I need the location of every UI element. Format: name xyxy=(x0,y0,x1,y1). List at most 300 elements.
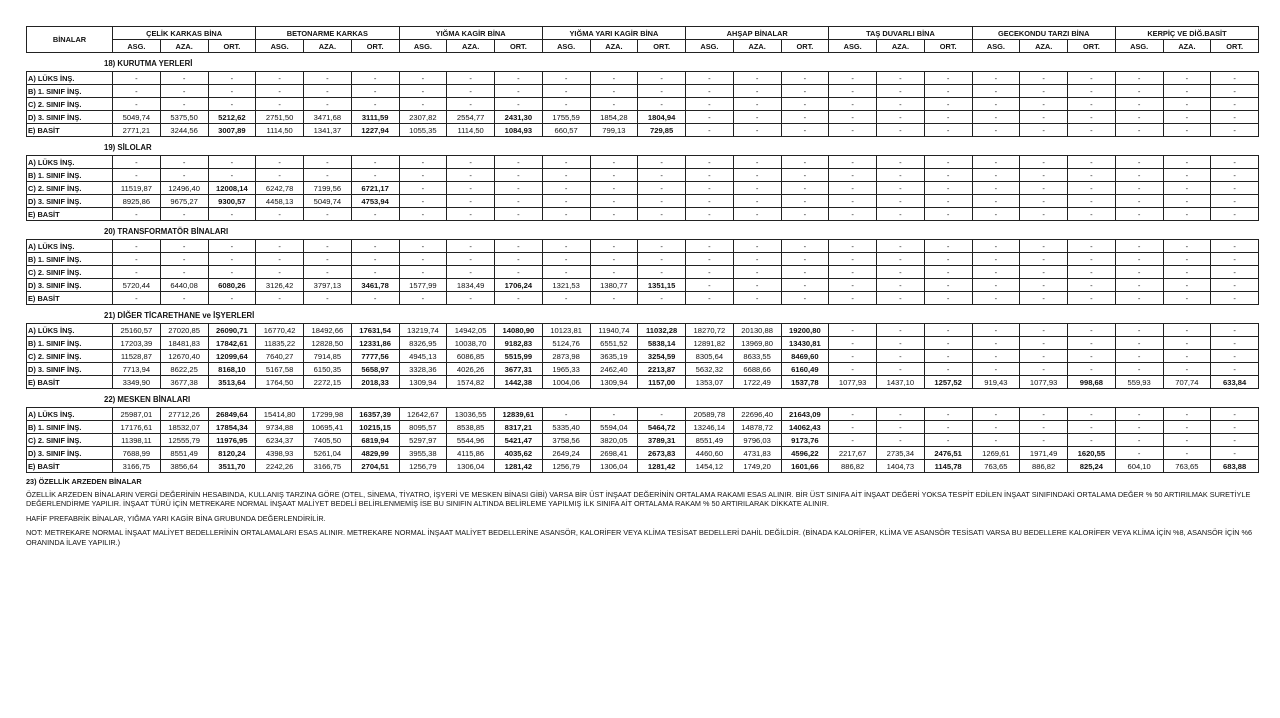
table-cell: - xyxy=(781,156,829,169)
table-cell: 2704,51 xyxy=(351,460,399,473)
table-cell: - xyxy=(1020,434,1068,447)
table-cell: 11519,87 xyxy=(113,182,161,195)
table-cell: - xyxy=(1115,292,1163,305)
table-cell: - xyxy=(447,292,495,305)
table-cell: - xyxy=(686,111,734,124)
table-cell: - xyxy=(1115,240,1163,253)
table-cell: - xyxy=(1068,156,1116,169)
table-cell: 12331,86 xyxy=(351,337,399,350)
row-label: D) 3. SINIF İNŞ. xyxy=(27,279,113,292)
table-cell: - xyxy=(829,337,877,350)
table-cell: - xyxy=(113,85,161,98)
table-cell: - xyxy=(1068,111,1116,124)
group-header-tas-duvarli: TAŞ DUVARLI BİNA xyxy=(829,27,972,40)
table-cell: - xyxy=(160,98,208,111)
table-cell: 9675,27 xyxy=(160,195,208,208)
table-cell: - xyxy=(542,85,590,98)
table-cell: - xyxy=(972,324,1020,337)
table-row xyxy=(27,292,1259,305)
table-cell: - xyxy=(1020,408,1068,421)
table-cell: - xyxy=(113,292,161,305)
table-cell: - xyxy=(1020,85,1068,98)
table-row xyxy=(27,266,1259,279)
binalar-header: BİNALAR xyxy=(27,27,113,53)
table-cell: 3677,38 xyxy=(160,376,208,389)
table-cell: 12642,67 xyxy=(399,408,447,421)
table-cell: 9182,83 xyxy=(495,337,543,350)
table-cell: - xyxy=(924,195,972,208)
table-cell: - xyxy=(495,85,543,98)
table-cell: - xyxy=(924,363,972,376)
group-header-yigma-kagir: YIĞMA KAGİR BİNA xyxy=(399,27,542,40)
section-title: 18) KURUTMA YERLERİ xyxy=(104,59,193,68)
table-cell: - xyxy=(733,169,781,182)
table-cell: - xyxy=(1211,447,1259,460)
table-cell: 10215,15 xyxy=(351,421,399,434)
table-cell: 5212,62 xyxy=(208,111,256,124)
table-cell: - xyxy=(1068,195,1116,208)
table-cell: - xyxy=(1115,182,1163,195)
table-cell: - xyxy=(542,208,590,221)
table-cell: 1755,59 xyxy=(542,111,590,124)
table-cell: 2018,33 xyxy=(351,376,399,389)
table-cell: 3349,90 xyxy=(113,376,161,389)
sub-header-aza: AZA. xyxy=(447,40,495,53)
table-cell: - xyxy=(829,421,877,434)
table-cell: 3856,64 xyxy=(160,460,208,473)
table-cell: - xyxy=(638,195,686,208)
sub-header-asg: ASG. xyxy=(399,40,447,53)
table-cell: 1442,38 xyxy=(495,376,543,389)
table-cell: 8469,60 xyxy=(781,350,829,363)
table-cell: - xyxy=(877,266,925,279)
sub-header-ort: ORT. xyxy=(1211,40,1259,53)
table-cell: - xyxy=(733,72,781,85)
table-cell: 7777,56 xyxy=(351,350,399,363)
table-cell: - xyxy=(590,408,638,421)
table-cell: 6688,66 xyxy=(733,363,781,376)
table-cell: - xyxy=(304,253,352,266)
table-cell: 2462,40 xyxy=(590,363,638,376)
table-cell: 18270,72 xyxy=(686,324,734,337)
table-cell: - xyxy=(829,182,877,195)
table-cell: - xyxy=(638,240,686,253)
section-table xyxy=(26,239,1259,305)
table-cell: 3758,56 xyxy=(542,434,590,447)
table-cell: 5720,44 xyxy=(113,279,161,292)
row-label: B) 1. SINIF İNŞ. xyxy=(27,85,113,98)
table-cell: 6160,49 xyxy=(781,363,829,376)
table-cell: 1834,49 xyxy=(447,279,495,292)
table-cell: 18532,07 xyxy=(160,421,208,434)
table-cell: - xyxy=(877,111,925,124)
table-cell: - xyxy=(1211,421,1259,434)
table-cell: 2431,30 xyxy=(495,111,543,124)
table-cell: - xyxy=(590,182,638,195)
table-cell: - xyxy=(1115,85,1163,98)
table-cell: - xyxy=(638,98,686,111)
sub-header-aza: AZA. xyxy=(1163,40,1211,53)
table-cell: - xyxy=(829,324,877,337)
table-cell: - xyxy=(829,111,877,124)
table-cell: - xyxy=(877,240,925,253)
table-cell: - xyxy=(1115,156,1163,169)
table-cell: 3511,70 xyxy=(208,460,256,473)
table-cell: - xyxy=(495,156,543,169)
table-cell: 1574,82 xyxy=(447,376,495,389)
table-cell: 3513,64 xyxy=(208,376,256,389)
table-cell: - xyxy=(256,85,304,98)
row-label: A) LÜKS İNŞ. xyxy=(27,240,113,253)
table-cell: - xyxy=(447,169,495,182)
table-cell: - xyxy=(781,279,829,292)
table-cell: 8168,10 xyxy=(208,363,256,376)
table-cell: 8925,86 xyxy=(113,195,161,208)
table-cell: 4596,22 xyxy=(781,447,829,460)
group-header-kerpic: KERPİÇ VE DİĞ.BASİT xyxy=(1115,27,1258,40)
table-cell: 1281,42 xyxy=(638,460,686,473)
table-cell: - xyxy=(686,195,734,208)
table-cell: - xyxy=(877,156,925,169)
table-cell: - xyxy=(590,169,638,182)
table-cell: - xyxy=(304,72,352,85)
table-cell: - xyxy=(447,266,495,279)
table-cell: 1077,93 xyxy=(1020,376,1068,389)
section-table xyxy=(26,407,1259,473)
table-cell: 886,82 xyxy=(1020,460,1068,473)
table-cell: - xyxy=(1020,253,1068,266)
cost-document xyxy=(26,26,1258,553)
table-cell: - xyxy=(1068,182,1116,195)
table-cell: - xyxy=(256,208,304,221)
table-cell: - xyxy=(972,421,1020,434)
table-cell: 1306,04 xyxy=(590,460,638,473)
table-cell: 19200,80 xyxy=(781,324,829,337)
table-cell: - xyxy=(160,253,208,266)
table-cell: - xyxy=(542,98,590,111)
table-cell: - xyxy=(1211,124,1259,137)
table-cell: - xyxy=(1115,195,1163,208)
table-cell: 11032,28 xyxy=(638,324,686,337)
table-cell: 13246,14 xyxy=(686,421,734,434)
table-cell: - xyxy=(1020,208,1068,221)
table-cell: - xyxy=(351,292,399,305)
table-row xyxy=(27,408,1259,421)
table-cell: - xyxy=(208,208,256,221)
table-cell: - xyxy=(399,169,447,182)
table-cell: - xyxy=(638,85,686,98)
table-cell: - xyxy=(1115,279,1163,292)
table-cell: 1764,50 xyxy=(256,376,304,389)
table-cell: 15414,80 xyxy=(256,408,304,421)
table-cell: 14942,05 xyxy=(447,324,495,337)
table-cell: 12839,61 xyxy=(495,408,543,421)
table-cell: 3328,36 xyxy=(399,363,447,376)
table-cell: - xyxy=(781,124,829,137)
table-cell: 3007,89 xyxy=(208,124,256,137)
table-cell: - xyxy=(1211,182,1259,195)
table-cell: 9300,57 xyxy=(208,195,256,208)
table-cell: - xyxy=(733,98,781,111)
table-cell: 1577,99 xyxy=(399,279,447,292)
table-cell: 8095,57 xyxy=(399,421,447,434)
table-cell: - xyxy=(1020,324,1068,337)
table-cell: - xyxy=(924,111,972,124)
table-row xyxy=(27,376,1259,389)
table-cell: 5421,47 xyxy=(495,434,543,447)
table-cell: 3471,68 xyxy=(304,111,352,124)
table-cell: - xyxy=(590,208,638,221)
table-cell: 13430,81 xyxy=(781,337,829,350)
table-cell: 17203,39 xyxy=(113,337,161,350)
table-cell: - xyxy=(1020,350,1068,363)
table-cell: - xyxy=(1020,337,1068,350)
table-cell: - xyxy=(686,85,734,98)
table-cell: - xyxy=(495,253,543,266)
table-cell: 5515,99 xyxy=(495,350,543,363)
table-cell: - xyxy=(1068,124,1116,137)
table-cell: - xyxy=(447,72,495,85)
table-cell: - xyxy=(304,85,352,98)
sub-header-asg: ASG. xyxy=(542,40,590,53)
notes-title: 23) ÖZELLİK ARZEDEN BİNALAR xyxy=(26,477,142,486)
table-cell: - xyxy=(781,169,829,182)
table-cell: 1351,15 xyxy=(638,279,686,292)
notes-paragraph-2: HAFİF PREFABRİK BİNALAR, YIĞMA YARI KAGİR BİNA GRUBUNDA DEĞERLENDİRİLİR. xyxy=(26,513,326,523)
table-cell: - xyxy=(447,98,495,111)
table-cell: 2735,34 xyxy=(877,447,925,460)
table-cell: - xyxy=(829,434,877,447)
table-cell: - xyxy=(304,156,352,169)
table-cell: - xyxy=(877,253,925,266)
table-cell: 3955,38 xyxy=(399,447,447,460)
table-cell: 919,43 xyxy=(972,376,1020,389)
table-cell: 14062,43 xyxy=(781,421,829,434)
table-cell: - xyxy=(877,169,925,182)
table-cell: 3166,75 xyxy=(304,460,352,473)
table-cell: - xyxy=(1163,169,1211,182)
table-cell: 12099,64 xyxy=(208,350,256,363)
table-cell: 11835,22 xyxy=(256,337,304,350)
table-cell: 4035,62 xyxy=(495,447,543,460)
table-cell: - xyxy=(733,266,781,279)
table-cell: - xyxy=(256,72,304,85)
row-label: B) 1. SINIF İNŞ. xyxy=(27,169,113,182)
table-cell: - xyxy=(924,266,972,279)
table-cell: - xyxy=(208,72,256,85)
table-cell: - xyxy=(1211,72,1259,85)
notes-paragraph-1: ÖZELLİK ARZEDEN BİNALARIN VERGİ DEĞERİNİN HESABINDA, KULLANIŞ TARZINA GÖRE (OTEL, SİNEMA, TİYATRO, İŞYERİ VE MESKEN BİNASI GİBİ) VARSA BİR ÜST İNŞAAT DEĞERİNİN ORTALAMA RAKAMI ESAS ALINIR. BİR ÜST SINIFA AİT İNŞAAT DEĞERİ YOKSA TESPİT EDİLEN İNŞAAT SINIFINDAKİ ORTALAMA DEĞER % 50 ARTIRILMAK SURETİYLE DEĞERLENDİRME YAPILIR. İNŞAAT TÜRÜ İÇİN METREKARE NORMAL İNŞAAT MALİYET BEDELİ BELİRLENMEMİŞ İSE BU SINIFIN ALTINDA BELİRLEME YAPILMIŞ İLK SINIFA AİT ORTALAMA RAKAM % 50 ARTIRILARAK DİKKATE ALINIR. xyxy=(26,489,1251,509)
table-cell: 2242,26 xyxy=(256,460,304,473)
table-cell: - xyxy=(351,72,399,85)
table-cell: - xyxy=(1020,195,1068,208)
table-cell: - xyxy=(1163,208,1211,221)
table-cell: 3166,75 xyxy=(113,460,161,473)
table-cell: - xyxy=(113,266,161,279)
table-cell: - xyxy=(1163,421,1211,434)
sub-header-ort: ORT. xyxy=(1068,40,1116,53)
table-cell: - xyxy=(208,266,256,279)
table-cell: - xyxy=(733,124,781,137)
table-cell: - xyxy=(829,253,877,266)
table-cell: 12670,40 xyxy=(160,350,208,363)
table-cell: - xyxy=(972,156,1020,169)
table-cell: 1227,94 xyxy=(351,124,399,137)
table-cell: 6150,35 xyxy=(304,363,352,376)
table-cell: 1749,20 xyxy=(733,460,781,473)
sub-header-ort: ORT. xyxy=(638,40,686,53)
table-cell: 6086,85 xyxy=(447,350,495,363)
table-cell: - xyxy=(1163,350,1211,363)
table-cell: 1257,52 xyxy=(924,376,972,389)
table-cell: - xyxy=(160,266,208,279)
table-cell: - xyxy=(781,72,829,85)
table-cell: - xyxy=(399,98,447,111)
table-cell: - xyxy=(1115,111,1163,124)
table-cell: - xyxy=(1115,363,1163,376)
table-cell: - xyxy=(1068,240,1116,253)
table-cell: - xyxy=(972,266,1020,279)
table-cell: - xyxy=(733,111,781,124)
table-row xyxy=(27,350,1259,363)
table-cell: - xyxy=(781,195,829,208)
table-cell: - xyxy=(1115,72,1163,85)
section-table xyxy=(26,323,1259,389)
table-cell: - xyxy=(542,156,590,169)
table-cell: - xyxy=(351,240,399,253)
table-cell: 14080,90 xyxy=(495,324,543,337)
table-cell: - xyxy=(829,279,877,292)
table-cell: - xyxy=(1068,85,1116,98)
table-cell: - xyxy=(1115,447,1163,460)
table-cell: 4398,93 xyxy=(256,447,304,460)
table-cell: - xyxy=(972,72,1020,85)
table-cell: - xyxy=(590,85,638,98)
table-cell: 5658,97 xyxy=(351,363,399,376)
table-cell: - xyxy=(972,98,1020,111)
table-cell: - xyxy=(1163,266,1211,279)
table-cell: - xyxy=(399,85,447,98)
table-cell: - xyxy=(877,279,925,292)
table-cell: - xyxy=(829,350,877,363)
table-cell: - xyxy=(972,350,1020,363)
table-cell: - xyxy=(972,337,1020,350)
table-cell: - xyxy=(1115,434,1163,447)
table-cell: 1380,77 xyxy=(590,279,638,292)
table-cell: 2213,87 xyxy=(638,363,686,376)
table-cell: - xyxy=(1211,208,1259,221)
table-cell: 12828,50 xyxy=(304,337,352,350)
table-cell: - xyxy=(304,292,352,305)
row-label: C) 2. SINIF İNŞ. xyxy=(27,182,113,195)
table-cell: - xyxy=(208,98,256,111)
row-label: C) 2. SINIF İNŞ. xyxy=(27,98,113,111)
table-cell: - xyxy=(447,182,495,195)
table-cell: - xyxy=(781,292,829,305)
table-cell: - xyxy=(1163,124,1211,137)
table-cell: 1341,37 xyxy=(304,124,352,137)
row-label: E) BASİT xyxy=(27,208,113,221)
table-cell: 2673,83 xyxy=(638,447,686,460)
table-cell: - xyxy=(1115,324,1163,337)
section-table xyxy=(26,71,1259,137)
table-cell: - xyxy=(399,266,447,279)
table-cell: - xyxy=(208,253,256,266)
table-cell: - xyxy=(972,292,1020,305)
table-cell: - xyxy=(113,156,161,169)
table-row xyxy=(27,253,1259,266)
row-label: E) BASİT xyxy=(27,124,113,137)
notes-paragraph-3: NOT: METREKARE NORMAL İNŞAAT MALİYET BEDELLERİNİN ORTALAMALARI ESAS ALINIR. METREKARE NORMAL İNŞAAT MALİYET BEDELLERİNE ASANSÖR, KALORİFER VEYA KLİMA TESİSAT BEDELLERİ DAHİL DEĞİLDİR. (BİNADA KALORİFER, KLİMA VE ASANSÖR TESİSATI VARSA BU BEDELLERE KALORİFER VEYA KLİMA İÇİN %8, ASANSÖR İÇİN %6 ORANINDA İLAVE YAPILIR.) xyxy=(26,528,1253,547)
table-cell: - xyxy=(733,253,781,266)
table-cell: 1854,28 xyxy=(590,111,638,124)
table-cell: - xyxy=(924,169,972,182)
group-header-gecekondu: GECEKONDU TARZI BİNA xyxy=(972,27,1115,40)
table-row xyxy=(27,279,1259,292)
table-cell: - xyxy=(877,421,925,434)
table-cell: - xyxy=(495,169,543,182)
table-cell: - xyxy=(1211,195,1259,208)
sub-header-aza: AZA. xyxy=(590,40,638,53)
table-cell: - xyxy=(1211,279,1259,292)
table-row xyxy=(27,182,1259,195)
table-cell: 1309,94 xyxy=(590,376,638,389)
table-cell: - xyxy=(399,253,447,266)
table-cell: 1055,35 xyxy=(399,124,447,137)
table-cell: 9173,76 xyxy=(781,434,829,447)
table-cell: - xyxy=(1115,421,1163,434)
sub-header-asg: ASG. xyxy=(256,40,304,53)
table-cell: - xyxy=(1068,363,1116,376)
table-cell: 17854,34 xyxy=(208,421,256,434)
table-cell: 3789,31 xyxy=(638,434,686,447)
row-label: A) LÜKS İNŞ. xyxy=(27,156,113,169)
table-cell: - xyxy=(924,421,972,434)
sub-header-ort: ORT. xyxy=(351,40,399,53)
table-cell: - xyxy=(1163,240,1211,253)
table-cell: 16770,42 xyxy=(256,324,304,337)
table-cell: - xyxy=(1211,292,1259,305)
table-cell: - xyxy=(1211,169,1259,182)
table-cell: 1353,07 xyxy=(686,376,734,389)
sub-header-aza: AZA. xyxy=(160,40,208,53)
row-label: D) 3. SINIF İNŞ. xyxy=(27,447,113,460)
table-cell: 5594,04 xyxy=(590,421,638,434)
table-cell: 11940,74 xyxy=(590,324,638,337)
table-cell: 4026,26 xyxy=(447,363,495,376)
table-cell: - xyxy=(1163,98,1211,111)
table-cell: 12008,14 xyxy=(208,182,256,195)
table-cell: - xyxy=(1020,169,1068,182)
table-cell: 1437,10 xyxy=(877,376,925,389)
table-cell: 1004,06 xyxy=(542,376,590,389)
table-cell: 5167,58 xyxy=(256,363,304,376)
table-cell: 1269,61 xyxy=(972,447,1020,460)
table-cell: - xyxy=(304,208,352,221)
table-cell: - xyxy=(1115,169,1163,182)
table-cell: - xyxy=(638,169,686,182)
table-cell: - xyxy=(256,253,304,266)
table-cell: - xyxy=(208,85,256,98)
table-cell: - xyxy=(1163,434,1211,447)
table-cell: 17176,61 xyxy=(113,421,161,434)
table-cell: - xyxy=(877,85,925,98)
table-cell: - xyxy=(160,85,208,98)
table-cell: 1601,66 xyxy=(781,460,829,473)
table-row xyxy=(27,124,1259,137)
sub-header-ort: ORT. xyxy=(924,40,972,53)
table-cell: - xyxy=(1211,156,1259,169)
